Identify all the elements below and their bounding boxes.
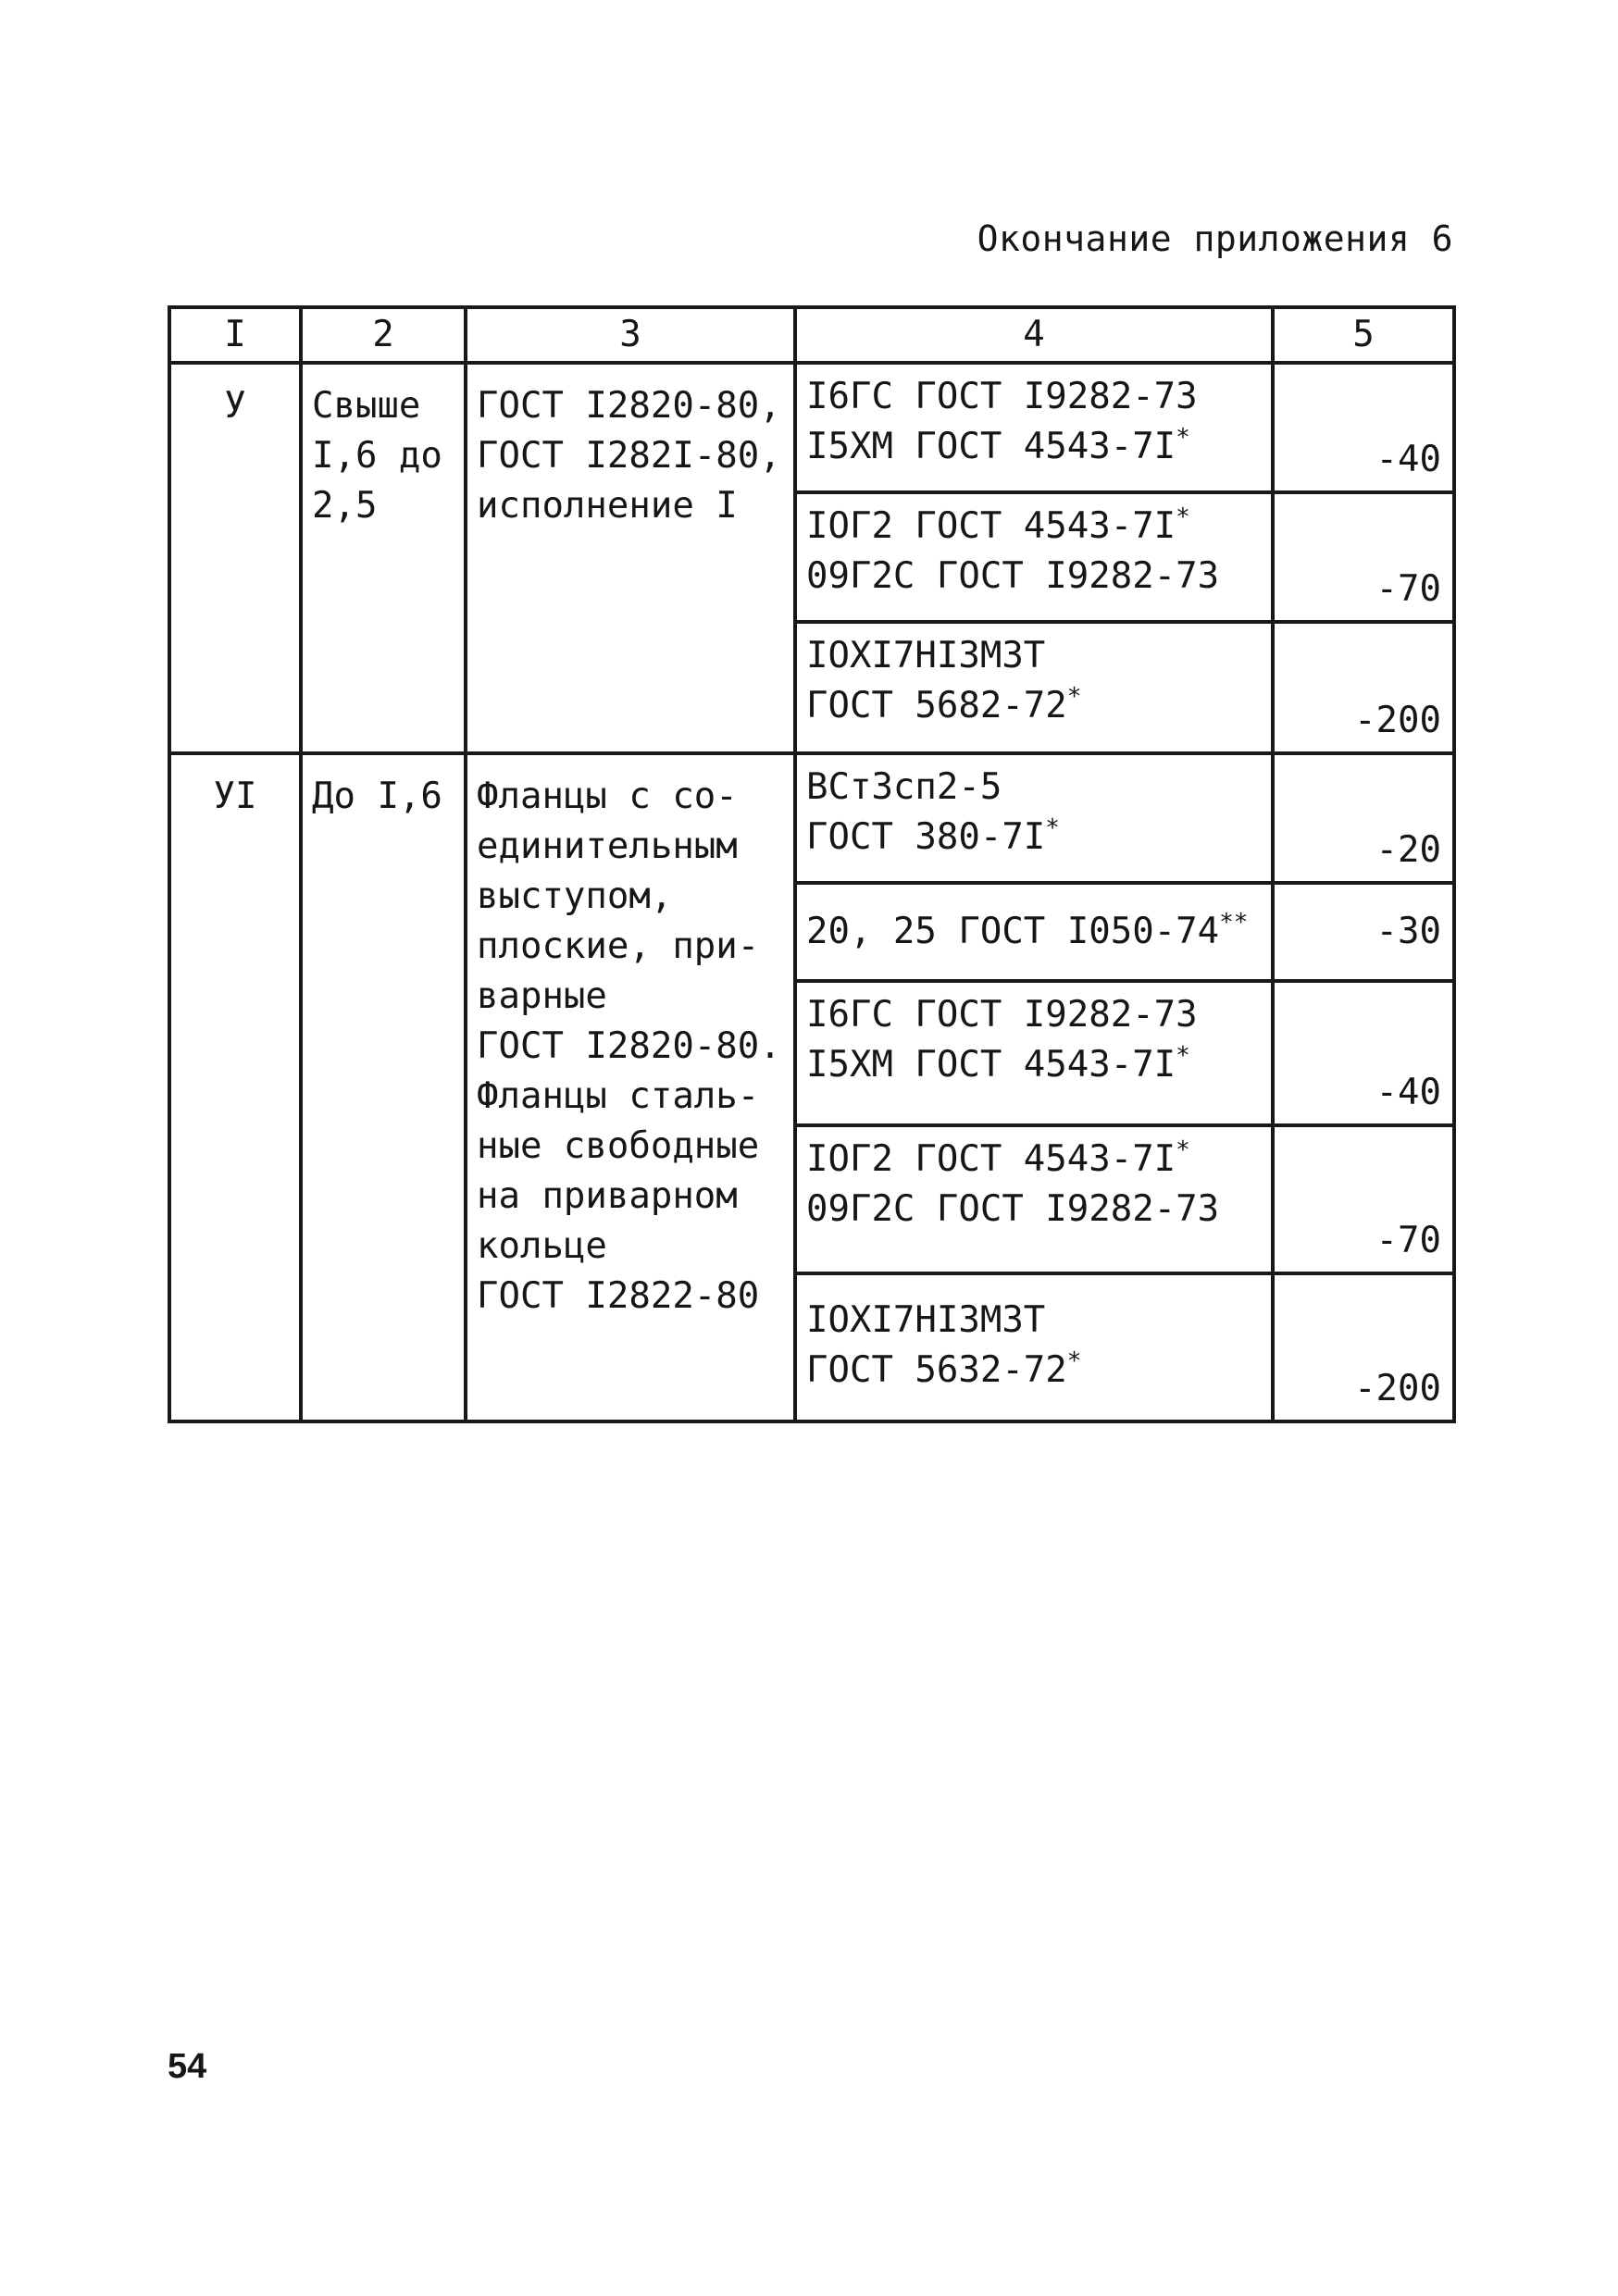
material-cell — [795, 1273, 1273, 1421]
text-line: ГОСТ I2822-80 — [477, 1275, 760, 1317]
material-line: 09Г2С ГОСТ I9282-73 — [806, 1188, 1220, 1230]
material-cell — [795, 753, 1273, 883]
temperature-cell: -70 — [1273, 1125, 1454, 1273]
text-line: ные свободные — [477, 1125, 760, 1167]
material-line: IОГ2 ГОСТ 4543-7I* — [806, 1136, 1190, 1180]
material-cell — [795, 363, 1273, 492]
footnote-mark: ** — [1219, 909, 1249, 937]
temperature-cell: -40 — [1273, 981, 1454, 1125]
material-line: I6ГС ГОСТ I9282-73 — [806, 376, 1198, 417]
table-header-row — [169, 307, 1454, 363]
text-line: I,6 до — [312, 435, 442, 477]
material-cell — [795, 492, 1273, 622]
temperature-cell: -200 — [1273, 1273, 1454, 1421]
column-header: 2 — [301, 307, 466, 363]
steel-grades-table — [168, 305, 1456, 1423]
material-line: ГОСТ 380-7I* — [806, 814, 1060, 858]
text-line: 2,5 — [312, 485, 378, 527]
footnote-mark: * — [1066, 683, 1082, 711]
text-line: ГОСТ I2820-80, — [477, 385, 781, 427]
text-line: выступом, — [477, 875, 673, 917]
temperature-cell: -20 — [1273, 753, 1454, 883]
material-line: ВСт3сп2-5 — [806, 766, 1002, 808]
text-line: ГОСТ I2820-80. — [477, 1025, 781, 1067]
text-line: исполнение I — [477, 485, 738, 527]
footnote-mark: * — [1176, 1136, 1190, 1164]
text-line: До I,6 — [312, 776, 442, 817]
temperature-cell: -40 — [1273, 363, 1454, 492]
temperature-cell: -200 — [1273, 622, 1454, 753]
text-line: варные — [477, 975, 607, 1017]
footnote-mark: * — [1176, 424, 1190, 452]
column-header: 3 — [466, 307, 795, 363]
footnote-mark: * — [1176, 503, 1190, 531]
column-header: 5 — [1273, 307, 1454, 363]
text-line: плоские, при- — [477, 925, 760, 967]
page-number: 54 — [168, 2047, 207, 2086]
material-line: IOXI7HI3M3T — [806, 635, 1046, 676]
material-line: 09Г2С ГОСТ I9282-73 — [806, 555, 1220, 597]
material-line: ГОСТ 5682-72* — [806, 683, 1082, 726]
material-line: IOXI7HI3M3T — [806, 1299, 1046, 1341]
material-cell — [795, 883, 1273, 981]
text-line: Фланцы сталь- — [477, 1075, 760, 1117]
group-category-cell: УI — [169, 753, 301, 1421]
footnote-mark: * — [1045, 814, 1060, 842]
material-cell — [795, 622, 1273, 753]
group-pressure-cell — [301, 753, 466, 1421]
material-line: IОГ2 ГОСТ 4543-7I* — [806, 503, 1190, 547]
footnote-mark: * — [1176, 1042, 1190, 1070]
material-cell — [795, 1125, 1273, 1273]
text-line: Фланцы с со- — [477, 776, 738, 817]
column-header: I — [169, 307, 301, 363]
material-line: I5XМ ГОСТ 4543-7I* — [806, 424, 1190, 467]
temperature-cell: -30 — [1273, 883, 1454, 981]
material-line: I5XМ ГОСТ 4543-7I* — [806, 1042, 1190, 1086]
footnote-mark: * — [1066, 1347, 1082, 1375]
group-standard-cell — [466, 753, 795, 1421]
material-line: I6ГС ГОСТ I9282-73 — [806, 994, 1198, 1036]
text-line: на приварном — [477, 1175, 738, 1217]
appendix-heading: Окончание приложения 6 — [977, 218, 1453, 259]
text-line: ГОСТ I282I-80, — [477, 435, 781, 477]
material-line: 20, 25 ГОСТ I050-74** — [806, 909, 1249, 952]
material-cell — [795, 981, 1273, 1125]
table-row — [169, 753, 1454, 883]
table-row — [169, 363, 1454, 492]
group-pressure-cell — [301, 363, 466, 753]
text-line: единительным — [477, 825, 738, 867]
group-standard-cell — [466, 363, 795, 753]
column-header: 4 — [795, 307, 1273, 363]
material-line: ГОСТ 5632-72* — [806, 1347, 1082, 1391]
group-category-cell: У — [169, 363, 301, 753]
text-line: Свыше — [312, 385, 421, 427]
temperature-cell: -70 — [1273, 492, 1454, 622]
text-line: кольце — [477, 1225, 607, 1267]
